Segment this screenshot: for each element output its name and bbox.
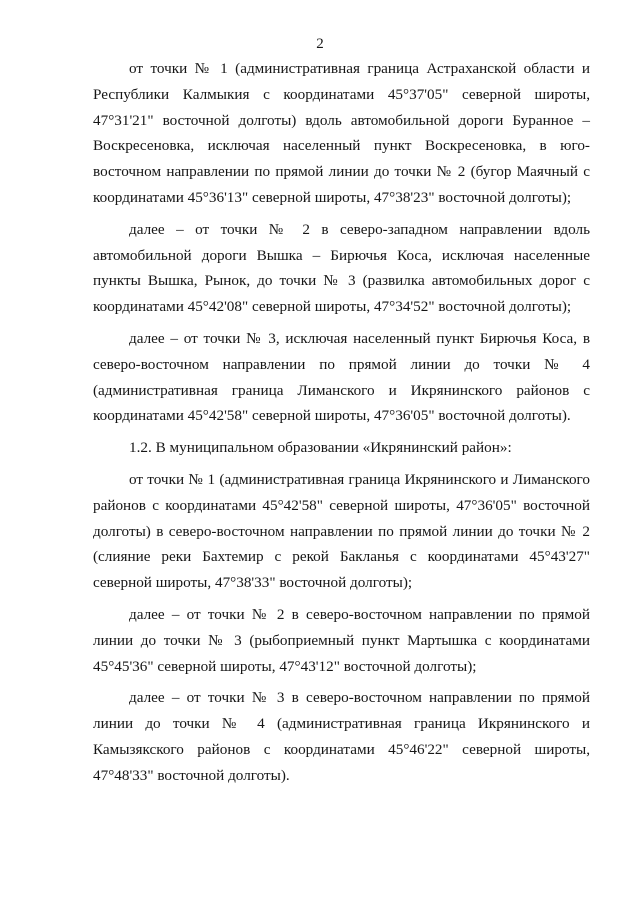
section-heading-ikryaninsky: 1.2. В муниципальном образовании «Икрянинский район»: [129,439,512,457]
body-text [93,56,590,795]
paragraph-ikryaninsky-point-3: далее – от точки № 3 в северо-восточном направлении по прямой линии до точки № 4 (административная граница Икрянинского и Камызякского районов с координатами 45°46'22" северной широты, 47°48'33" восточной долготы). [93,689,590,784]
paragraph-point-1-voskresenovka: от точки № 1 (административная граница Астраханской области и Республики Калмыкия с координатами 45°37'05" северной широты, 47°31'21" восточной долготы) вдоль автомобильной дороги Буранное – Воскресеновка, исключая населенный пункт Воскресеновка, в юго-восточном направлении по прямой линии до точки № 2 (бугор Маячный с координатами 45°36'13" северной широты, 47°38'23" восточной долготы); [93,60,590,206]
paragraph-point-2-vyshka: далее – от точки № 2 в северо-западном направлении вдоль автомобильной дороги Вышка – Бирючья Коса, исключая населенные пункты Вышка, Рынок, до точки № 3 (развилка автомобильных дорог с координатами 45°42'08" северной широты, 47°34'52" восточной долготы); [93,220,590,316]
paragraph-ikryaninsky-point-2: далее – от точки № 2 в северо-восточном направлении по прямой линии до точки № 3 (рыбоприемный пункт Мартышка с координатами 45°45'36" северной широты, 47°43'12" восточной долготы); [93,605,590,675]
paragraph-ikryaninsky-point-1: от точки № 1 (административная граница Икрянинского и Лиманского районов с координатами 45°42'58" северной широты, 47°36'05" восточной долготы) в северо-восточном направлении по прямой линии до точки № 2 (слияние реки Бахтемир с рекой Бакланья с координатами 45°43'27" северной широты, 47°38'33" восточной долготы); [93,470,590,592]
page-number: 2 [316,36,324,52]
paragraph-point-3-biryuchya-kosa: далее – от точки № 3, исключая населенный пункт Бирючья Коса, в северо-восточном направлении по прямой линии до точки № 4 (административная граница Лиманского и Икрянинского районов с координатами 45°42'58" северной широты, 47°36'05" восточной долготы). [93,329,590,425]
